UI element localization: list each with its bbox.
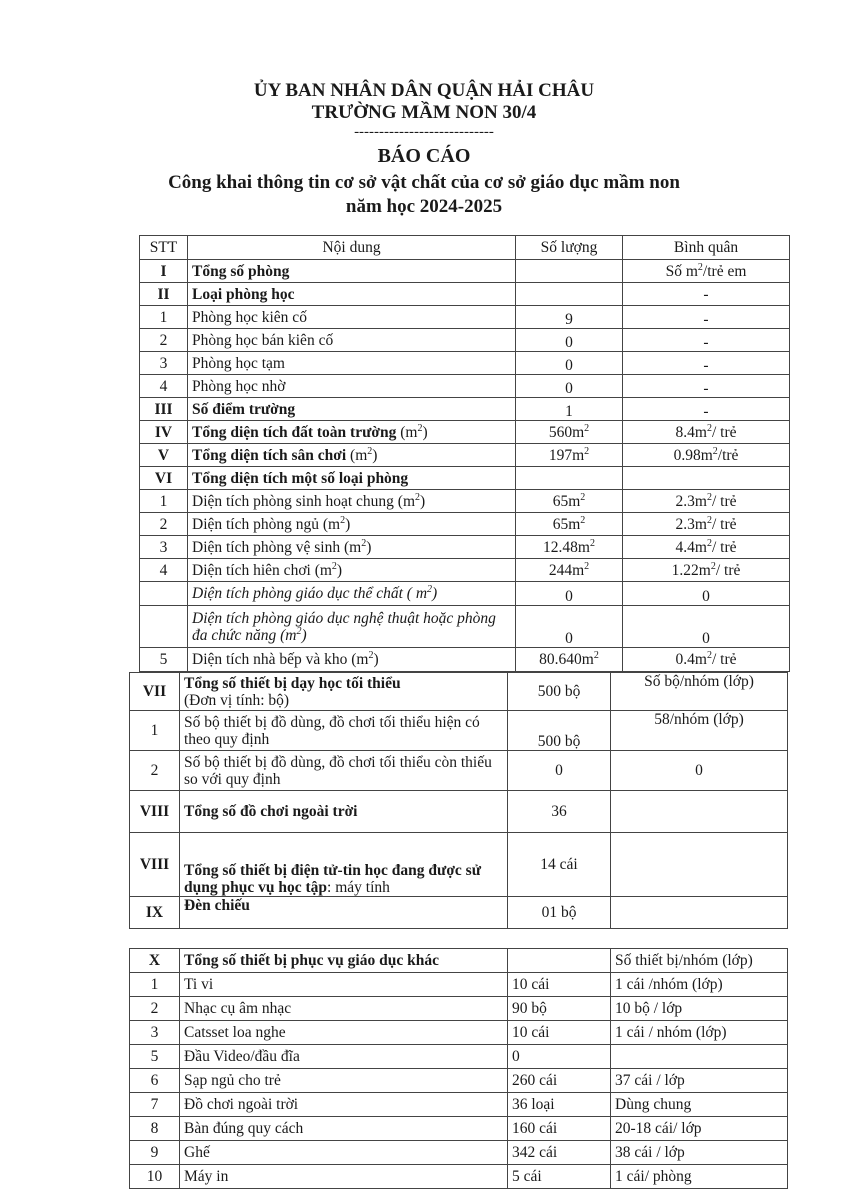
table-row [130, 1045, 788, 1069]
row-quantity: 0 [508, 751, 611, 791]
col-header-so-luong: Số lượng [516, 236, 623, 260]
row-average: - [623, 398, 790, 421]
row-average: 10 bộ / lớp [611, 997, 788, 1021]
row-content: Đèn chiếu [180, 897, 508, 929]
row-stt: 6 [130, 1069, 180, 1093]
col-header-noi-dung: Nội dung [188, 236, 516, 260]
row-average: Số thiết bị/nhóm (lớp) [611, 949, 788, 973]
row-stt: 4 [140, 559, 188, 582]
row-quantity: 9 [516, 306, 623, 329]
row-quantity: 0 [516, 352, 623, 375]
row-quantity: 500 bộ [508, 673, 611, 711]
row-content: Máy in [180, 1165, 508, 1189]
row-content: Số điểm trường [188, 398, 516, 421]
row-stt: 1 [130, 711, 180, 751]
row-stt: VIII [130, 833, 180, 897]
row-quantity: 01 bộ [508, 897, 611, 929]
row-average: $2.3m^2/$ trẻ [623, 513, 790, 536]
table-row [140, 260, 790, 283]
row-content: Bàn đúng quy cách [180, 1117, 508, 1141]
row-average [623, 467, 790, 490]
table-row [130, 791, 788, 833]
row-average: $4.4m^2/$ trẻ [623, 536, 790, 559]
table-row [140, 352, 790, 375]
table-row [140, 444, 790, 467]
table-row [130, 1117, 788, 1141]
facilities-table-rooms [139, 235, 790, 672]
report-title: BÁO CÁO [377, 145, 471, 167]
row-average: 0 [623, 606, 790, 648]
row-stt: 1 [140, 306, 188, 329]
table-row [140, 648, 790, 672]
row-quantity: 1 [516, 398, 623, 421]
col-header-binh-quan: Bình quân [623, 236, 790, 260]
row-content: Tổng diện tích sân chơi $(m^2)$ [188, 444, 516, 467]
row-content: Tổng số thiết bị dạy học tối thiểu (Đơn vị tính: bộ) [180, 673, 508, 711]
row-quantity: $65m^2$ [516, 490, 623, 513]
row-average [611, 897, 788, 929]
table-row [130, 1021, 788, 1045]
row-average: 38 cái / lớp [611, 1141, 788, 1165]
row-stt: VI [140, 467, 188, 490]
row-content: Loại phòng học [188, 283, 516, 306]
facilities-table-other-devices [129, 948, 788, 1189]
table-row [140, 329, 790, 352]
table-row [130, 1093, 788, 1117]
row-quantity: 342 cái [508, 1141, 611, 1165]
row-content: Diện tích phòng sinh hoạt chung $(m^2)$ [188, 490, 516, 513]
col-header-stt: STT [140, 236, 188, 260]
row-content: Sạp ngủ cho trẻ [180, 1069, 508, 1093]
row-average: 58/nhóm (lớp) [611, 711, 788, 751]
row-stt: 3 [140, 536, 188, 559]
row-stt: 5 [140, 648, 188, 672]
row-stt: 10 [130, 1165, 180, 1189]
row-content: Tổng số thiết bị điện tử-tin học đang được sử dụng phục vụ học tập: máy tính [180, 833, 508, 897]
row-stt [140, 606, 188, 648]
row-stt: 9 [130, 1141, 180, 1165]
row-content: Tổng diện tích đất toàn trường $(m^2)$ [188, 421, 516, 444]
authority-name: ỦY BAN NHÂN DÂN QUẬN HẢI CHÂU [253, 80, 595, 101]
row-quantity: 10 cái [508, 973, 611, 997]
report-subtitle: Công khai thông tin cơ sở vật chất của cơ sở giáo dục mầm non [168, 172, 680, 193]
row-average: - [623, 283, 790, 306]
row-stt: 2 [140, 513, 188, 536]
row-average [611, 833, 788, 897]
row-average [611, 791, 788, 833]
row-content: Số bộ thiết bị đồ dùng, đồ chơi tối thiểu hiện có theo quy định [180, 711, 508, 751]
row-average: $0.98m^2$/trẻ [623, 444, 790, 467]
row-quantity: 0 [516, 582, 623, 606]
row-average: Dùng chung [611, 1093, 788, 1117]
table-row [130, 973, 788, 997]
row-content: Phòng học bán kiên cố [188, 329, 516, 352]
row-quantity: 500 bộ [508, 711, 611, 751]
row-quantity: 14 cái [508, 833, 611, 897]
row-stt: 2 [140, 329, 188, 352]
row-average: 37 cái / lớp [611, 1069, 788, 1093]
table-row [130, 711, 788, 751]
table-row [140, 513, 790, 536]
row-content: Đầu Video/đầu đĩa [180, 1045, 508, 1069]
row-quantity: $560m^2$ [516, 421, 623, 444]
row-average: - [623, 375, 790, 398]
row-quantity: 0 [516, 329, 623, 352]
row-average: 1 cái/ phòng [611, 1165, 788, 1189]
row-content: Phòng học kiên cố [188, 306, 516, 329]
row-quantity: $65m^2$ [516, 513, 623, 536]
table-row [140, 536, 790, 559]
row-stt: VII [130, 673, 180, 711]
row-content: Diện tích phòng giáo dục thể chất ( $m^2$) [188, 582, 516, 606]
table-row [140, 375, 790, 398]
row-content: Đồ chơi ngoài trời [180, 1093, 508, 1117]
row-stt: III [140, 398, 188, 421]
row-average: 0 [623, 582, 790, 606]
row-stt: V [140, 444, 188, 467]
row-content: Ghế [180, 1141, 508, 1165]
table-row [130, 833, 788, 897]
row-stt: 5 [130, 1045, 180, 1069]
row-quantity: 160 cái [508, 1117, 611, 1141]
row-quantity [508, 949, 611, 973]
table-row [130, 897, 788, 929]
row-content: Phòng học nhờ [188, 375, 516, 398]
row-stt: X [130, 949, 180, 973]
table-row [140, 559, 790, 582]
row-quantity: 260 cái [508, 1069, 611, 1093]
row-quantity: 5 cái [508, 1165, 611, 1189]
row-stt: 3 [130, 1021, 180, 1045]
row-quantity: 0 [508, 1045, 611, 1069]
row-content: Diện tích phòng ngủ $(m^2)$ [188, 513, 516, 536]
row-stt: IX [130, 897, 180, 929]
table-row [130, 997, 788, 1021]
row-average: $0.4m^2/$ trẻ [623, 648, 790, 672]
row-content: Catsset loa nghe [180, 1021, 508, 1045]
row-average: Số $m^2$/trẻ em [623, 260, 790, 283]
row-quantity [516, 283, 623, 306]
table-row [130, 1141, 788, 1165]
row-average: 1 cái / nhóm (lớp) [611, 1021, 788, 1045]
table-row [140, 398, 790, 421]
row-quantity: 10 cái [508, 1021, 611, 1045]
row-stt: 8 [130, 1117, 180, 1141]
table-header-row [140, 236, 790, 260]
row-average: $2.3m^2/$ trẻ [623, 490, 790, 513]
row-stt: IV [140, 421, 188, 444]
row-average: Số bộ/nhóm (lớp) [611, 673, 788, 711]
row-average: 20-18 cái/ lớp [611, 1117, 788, 1141]
school-name: TRƯỜNG MẦM NON 30/4 [311, 102, 537, 123]
row-content: Tổng số thiết bị phục vụ giáo dục khác [180, 949, 508, 973]
row-average: - [623, 306, 790, 329]
row-content: Diện tích hiên chơi $(m^2)$ [188, 559, 516, 582]
row-quantity: 36 loại [508, 1093, 611, 1117]
row-quantity: 36 [508, 791, 611, 833]
row-quantity: 90 bộ [508, 997, 611, 1021]
table-row [140, 606, 790, 648]
row-stt: VIII [130, 791, 180, 833]
row-average: $8.4m^2/$ trẻ [623, 421, 790, 444]
table-row [140, 283, 790, 306]
row-content: Diện tích phòng vệ $\sinh (m^2)$ [188, 536, 516, 559]
table-row [140, 306, 790, 329]
row-stt: 2 [130, 997, 180, 1021]
row-quantity: $244m^2$ [516, 559, 623, 582]
row-quantity: $12.48m^2$ [516, 536, 623, 559]
row-stt: 1 [140, 490, 188, 513]
row-stt: 3 [140, 352, 188, 375]
header-separator: ---------------------------- [354, 124, 494, 140]
row-stt: 4 [140, 375, 188, 398]
table-row [130, 673, 788, 711]
row-average: - [623, 329, 790, 352]
row-stt: II [140, 283, 188, 306]
report-year: năm học 2024-2025 [345, 196, 503, 217]
row-stt: 7 [130, 1093, 180, 1117]
row-content: Ti vi [180, 973, 508, 997]
row-content: Nhạc cụ âm nhạc [180, 997, 508, 1021]
table-row [130, 1069, 788, 1093]
row-content: Phòng học tạm [188, 352, 516, 375]
facilities-table-equipment [129, 672, 788, 929]
row-stt: 1 [130, 973, 180, 997]
table-row [130, 949, 788, 973]
row-average: 1 cái /nhóm (lớp) [611, 973, 788, 997]
row-quantity: 0 [516, 375, 623, 398]
row-quantity: 0 [516, 606, 623, 648]
row-average: $1.22m^2/$ trẻ [623, 559, 790, 582]
row-average [611, 1045, 788, 1069]
row-quantity [516, 260, 623, 283]
table-row [140, 582, 790, 606]
table-row [140, 467, 790, 490]
row-content: Tổng số phòng [188, 260, 516, 283]
table-row [140, 490, 790, 513]
row-stt [140, 582, 188, 606]
row-average: - [623, 352, 790, 375]
row-quantity: $197m^2$ [516, 444, 623, 467]
row-content: Tổng diện tích một số loại phòng [188, 467, 516, 490]
row-content: Số bộ thiết bị đồ dùng, đồ chơi tối thiểu còn thiếu so với quy định [180, 751, 508, 791]
table-row [140, 421, 790, 444]
row-quantity [516, 467, 623, 490]
row-content: Tổng số đồ chơi ngoài trời [180, 791, 508, 833]
row-content: Diện tích phòng giáo dục nghệ thuật hoặc phòng đa chức năng $(m^2)$ [188, 606, 516, 648]
table-row [130, 751, 788, 791]
row-quantity: $80.640m^2$ [516, 648, 623, 672]
row-stt: I [140, 260, 188, 283]
table-row [130, 1165, 788, 1189]
row-content: Diện tích nhà bếp và kho $(m^2)$ [188, 648, 516, 672]
row-average: 0 [611, 751, 788, 791]
row-stt: 2 [130, 751, 180, 791]
